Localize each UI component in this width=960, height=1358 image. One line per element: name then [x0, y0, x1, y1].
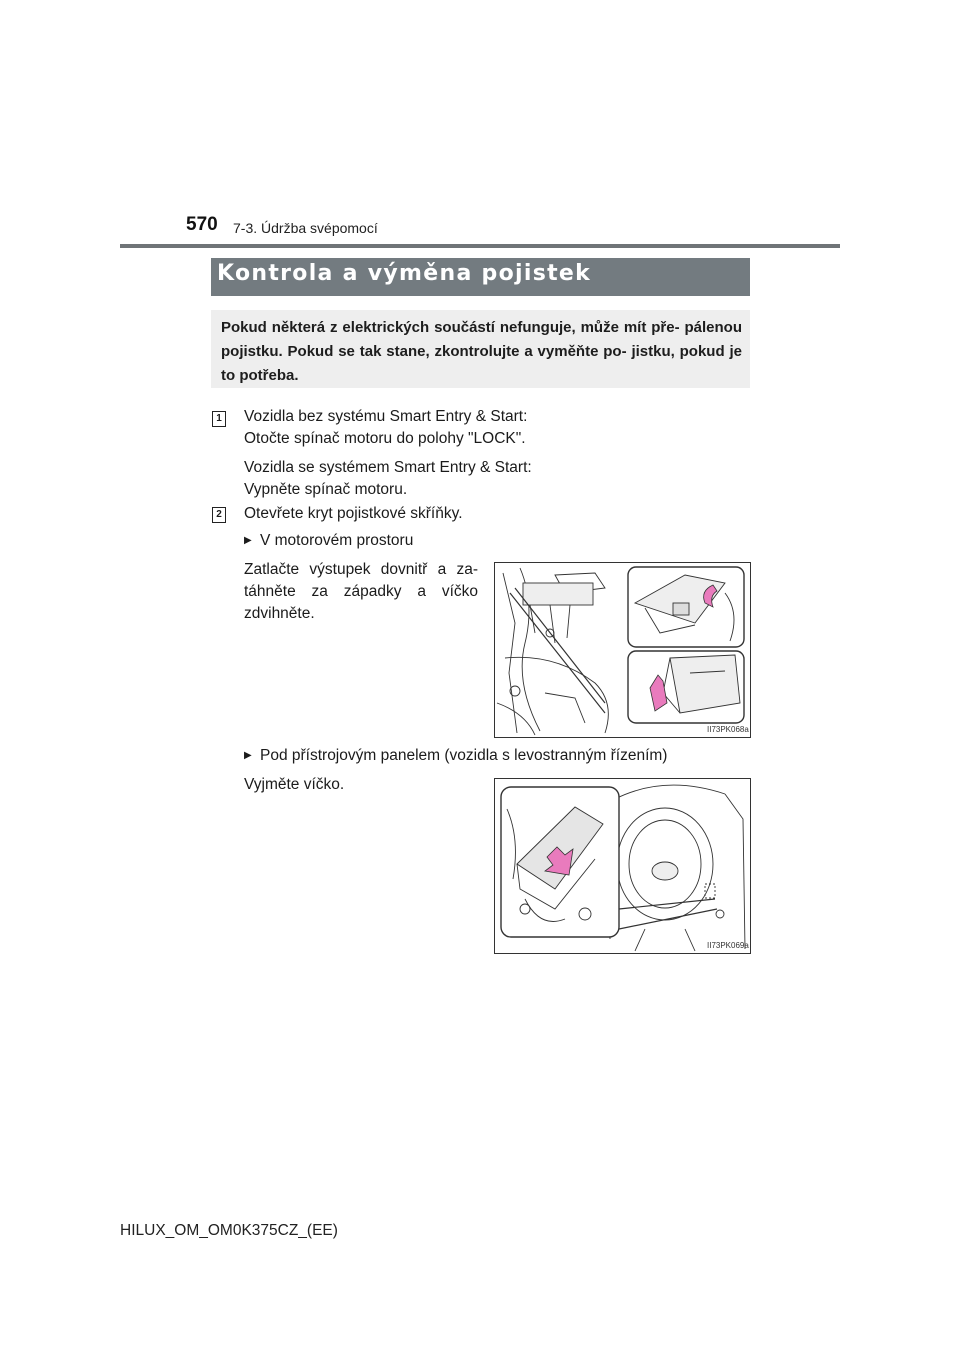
- triangle-bullet-icon: ▶: [244, 535, 252, 546]
- intro-text: Pokud některá z elektrických součástí nefunguje, může mít pře- pálenou pojistku. Pokud se tak stane, zkontrolujte a vyměňte po- jistku, pokud je to potřeba.: [221, 319, 742, 384]
- figure-instrument-panel-fuse-box: [494, 778, 751, 954]
- figure-code-1: II73PK068a: [707, 725, 749, 734]
- step-badge-1: 1: [212, 411, 226, 427]
- figure-engine-fuse-box: [494, 562, 751, 738]
- intro-box: [211, 310, 750, 388]
- sub1-text: Zatlačte výstupek dovnitř a za- táhněte za západky a víčko zdvihněte.: [244, 561, 478, 622]
- title-bar: [211, 258, 750, 296]
- bullet-instrument-panel: [244, 745, 667, 767]
- footer-doc-id: HILUX_OM_OM0K375CZ_(EE): [120, 1222, 338, 1239]
- figure-code-2: II73PK069a: [707, 941, 749, 950]
- bullet-label: Pod přístrojovým panelem (vozidla s levostranným řízením): [260, 747, 668, 764]
- sub2-text: Vyjměte víčko.: [244, 776, 345, 793]
- page-title: Kontrola a výměna pojistek: [217, 261, 592, 286]
- triangle-bullet-icon: ▶: [244, 750, 252, 761]
- step1-line2: Otočte spínač motoru do polohy "LOCK".: [244, 430, 526, 447]
- step1-line1: Vozidla bez systému Smart Entry & Start:: [244, 408, 528, 425]
- step1-line3: Vozidla se systémem Smart Entry & Start:: [244, 459, 532, 476]
- instrument-panel-illustration: [495, 779, 750, 953]
- engine-compartment-illustration: [495, 563, 750, 737]
- header-rule: [120, 244, 840, 248]
- step2-line1: Otevřete kryt pojistkové skříňky.: [244, 505, 463, 522]
- step1-line4: Vypněte spínač motoru.: [244, 481, 408, 498]
- bullet-engine-compartment: [244, 530, 413, 552]
- bullet-label: V motorovém prostoru: [260, 532, 414, 549]
- section-title: 7-3. Údržba svépomocí: [233, 220, 378, 236]
- page-number: 570: [186, 214, 218, 235]
- step-badge-2: 2: [212, 507, 226, 523]
